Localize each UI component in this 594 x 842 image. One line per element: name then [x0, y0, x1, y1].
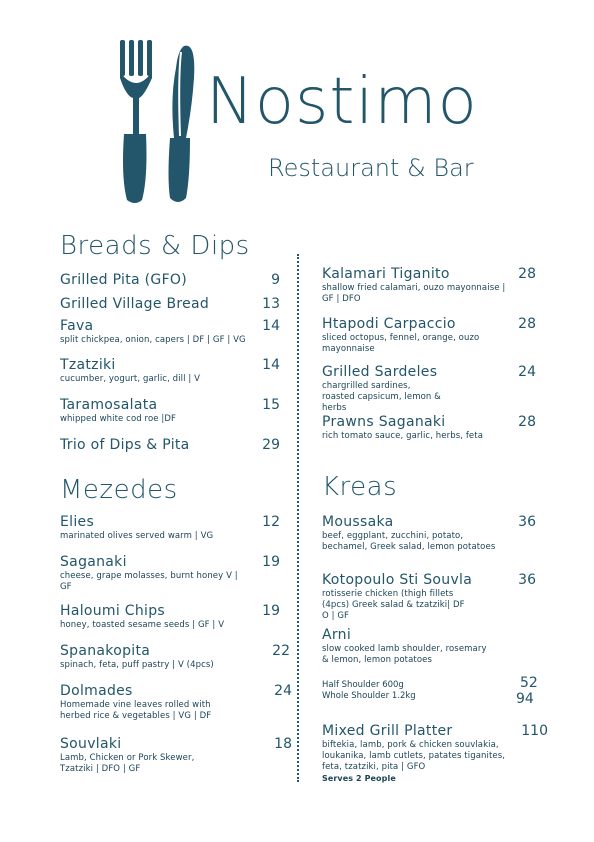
menu-item [60, 643, 290, 671]
menu-item [60, 357, 280, 385]
menu-item [322, 414, 536, 442]
menu-item [60, 318, 280, 346]
item-name: Haloumi Chips [60, 603, 166, 619]
item-description: rich tomato sauce, garlic, herbs, feta [322, 431, 484, 441]
item-name: Saganaki [60, 554, 127, 570]
restaurant-name: Nostimo [206, 65, 478, 139]
item-price: 24 [518, 364, 536, 380]
item-name: Tzatziki [60, 357, 116, 373]
item-description: shallow fried calamari, ouzo mayonnaise | GF | DFO [322, 283, 506, 304]
item-price: 29 [262, 437, 280, 453]
item-price: 36 [518, 514, 536, 530]
section-title-mezedes: Mezedes [60, 475, 178, 505]
item-price: 28 [518, 266, 536, 282]
item-name: Spanakopita [60, 643, 151, 659]
item-description: biftekia, lamb, pork & chicken souvlakia, loukanika, lamb cutlets, patates tiganites, feta, tzatziki, pita | GFO [322, 740, 506, 772]
item-name: Souvlaki [60, 736, 122, 752]
section-title-breads: Breads & Dips [60, 231, 250, 261]
menu-item [60, 296, 280, 313]
menu-item [60, 683, 292, 722]
item-price: 9 [271, 272, 280, 288]
item-description: spinach, feta, puff pastry | V (4pcs) [60, 660, 214, 670]
item-name: Elies [60, 514, 95, 530]
item-price: 14 [262, 318, 280, 334]
section-title-kreas: Kreas [322, 472, 398, 502]
item-description: rotisserie chicken (thigh fillets (4pcs) Greek salad & tzatziki| DF O | GF [322, 589, 465, 621]
option-price: 94 [516, 691, 534, 707]
item-name: Trio of Dips & Pita [60, 437, 190, 453]
menu-item [322, 572, 536, 622]
item-name: Moussaka [322, 514, 394, 530]
menu-item [322, 364, 536, 414]
menu-item [60, 397, 280, 425]
item-name: Dolmades [60, 683, 133, 699]
item-description: beef, eggplant, zucchini, potato, bechamel, Greek salad, lemon potatoes [322, 531, 496, 552]
menu-item [60, 437, 280, 454]
menu-item [60, 554, 280, 593]
item-price: 24 [274, 683, 292, 699]
item-description: cheese, grape molasses, burnt honey V | GF [60, 571, 238, 592]
menu-item [322, 514, 536, 553]
item-name: Kotopoulo Sti Souvla [322, 572, 473, 588]
item-price: 14 [262, 357, 280, 373]
menu-item [322, 723, 548, 784]
item-price: 15 [262, 397, 280, 413]
item-name: Grilled Pita (GFO) [60, 272, 188, 288]
item-name: Taramosalata [60, 397, 158, 413]
fork-knife-logo-icon [112, 38, 202, 208]
item-description: Lamb, Chicken or Pork Skewer, Tzatziki | DFO | GF [60, 753, 195, 774]
item-price: 19 [262, 603, 280, 619]
item-serves-note: Serves 2 People [322, 774, 396, 783]
item-description: cucumber, yogurt, garlic, dill | V [60, 374, 201, 384]
menu-item [60, 603, 280, 631]
item-price: 18 [274, 736, 292, 752]
item-price: 36 [518, 572, 536, 588]
item-price: 12 [262, 514, 280, 530]
item-price: 13 [262, 296, 280, 312]
menu-item [322, 627, 536, 666]
item-name: Htapodi Carpaccio [322, 316, 456, 332]
menu-item [60, 272, 280, 289]
item-description: honey, toasted sesame seeds | GF | V [60, 620, 225, 630]
menu-item [60, 514, 280, 542]
item-description: split chickpea, onion, capers | DF | GF | VG [60, 335, 246, 345]
item-name: Grilled Village Bread [60, 296, 210, 312]
item-name: Mixed Grill Platter [322, 723, 453, 739]
option-label: Whole Shoulder 1.2kg [322, 691, 416, 701]
column-divider [297, 254, 299, 782]
item-description: Homemade vine leaves rolled with herbed rice & vegetables | VG | DF [60, 700, 212, 721]
item-name: Fava [60, 318, 94, 334]
menu-item [60, 736, 292, 775]
restaurant-tagline: Restaurant & Bar [268, 154, 474, 182]
item-description: sliced octopus, fennel, orange, ouzo mayonnaise [322, 333, 480, 354]
item-price: 19 [262, 554, 280, 570]
item-description: marinated olives served warm | VG [60, 531, 214, 541]
menu-item [322, 266, 536, 305]
item-price: 28 [518, 414, 536, 430]
item-name: Grilled Sardeles [322, 364, 438, 380]
item-name: Prawns Saganaki [322, 414, 446, 430]
item-name: Arni [322, 627, 352, 643]
menu-item [322, 316, 536, 355]
item-description: slow cooked lamb shoulder, rosemary & lemon, lemon potatoes [322, 644, 487, 665]
item-name: Kalamari Tiganito [322, 266, 450, 282]
item-price: 110 [521, 723, 548, 739]
item-description: whipped white cod roe |DF [60, 414, 176, 424]
option-label: Half Shoulder 600g [322, 680, 404, 690]
item-price: 22 [272, 643, 290, 659]
option-price: 52 [520, 675, 538, 691]
item-price: 28 [518, 316, 536, 332]
item-description: chargrilled sardines, roasted capsicum, lemon & herbs [322, 381, 441, 413]
